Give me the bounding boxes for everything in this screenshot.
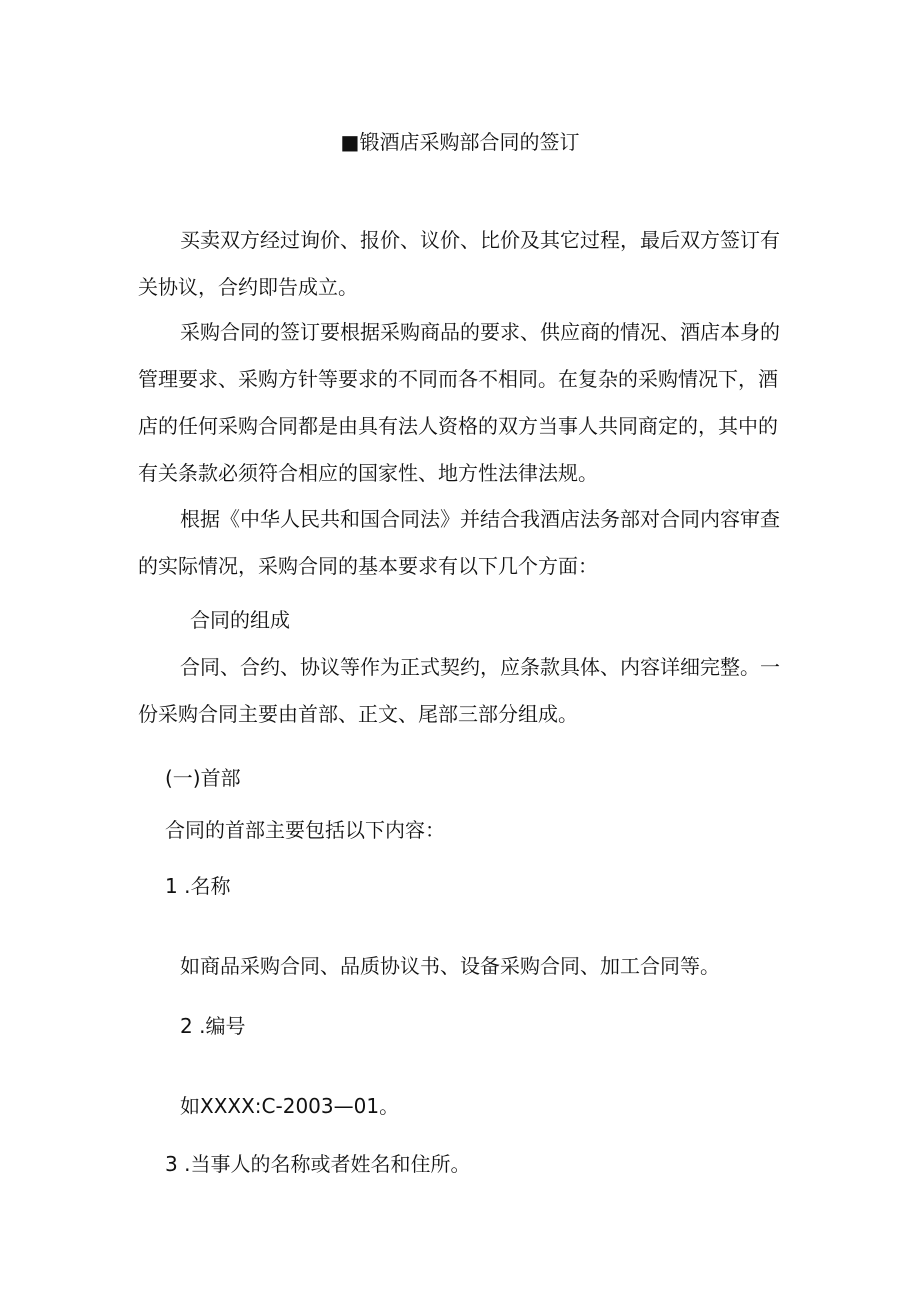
item-label-1: 1 .名称 (165, 874, 231, 898)
item-label-2: 2 .编号 (180, 1014, 246, 1038)
document-title: ■锻酒店采购部合同的签订 (340, 130, 580, 154)
item-detail-1: 如商品采购合同、品质协议书、设备采购合同、加工合同等。 (180, 954, 720, 978)
composition-paragraph: 合同、合约、协议等作为正式契约，应条款具体、内容详细完整。一份采购合同主要由首部、正文、尾部三部分组成。 (138, 655, 780, 726)
intro-paragraph: 买卖双方经过询价、报价、议价、比价及其它过程，最后双方签订有关协议，合约即告成立。 (138, 228, 780, 299)
subsection-intro: 合同的首部主要包括以下内容： (165, 818, 445, 842)
signing-paragraph: 采购合同的签订要根据采购商品的要求、供应商的情况、酒店本身的管理要求、采购方针等要求的不同而各不相同。在复杂的采购情况下，酒店的任何采购合同都是由具有法人资格的双方当事人共同商定的，其中的有关条款必须符合相应的国家性、地方性法律法规。 (138, 320, 780, 485)
section-heading: 合同的组成 (190, 608, 290, 632)
item-detail-2: 如XXXX:C-2003—01。 (180, 1094, 400, 1118)
requirements-paragraph: 根据《中华人民共和国合同法》并结合我酒店法务部对合同内容审查的实际情况，采购合同的基本要求有以下几个方面： (138, 507, 780, 578)
subsection-heading: (一)首部 (165, 766, 241, 790)
item-label-3: 3 .当事人的名称或者姓名和住所。 (165, 1152, 471, 1176)
